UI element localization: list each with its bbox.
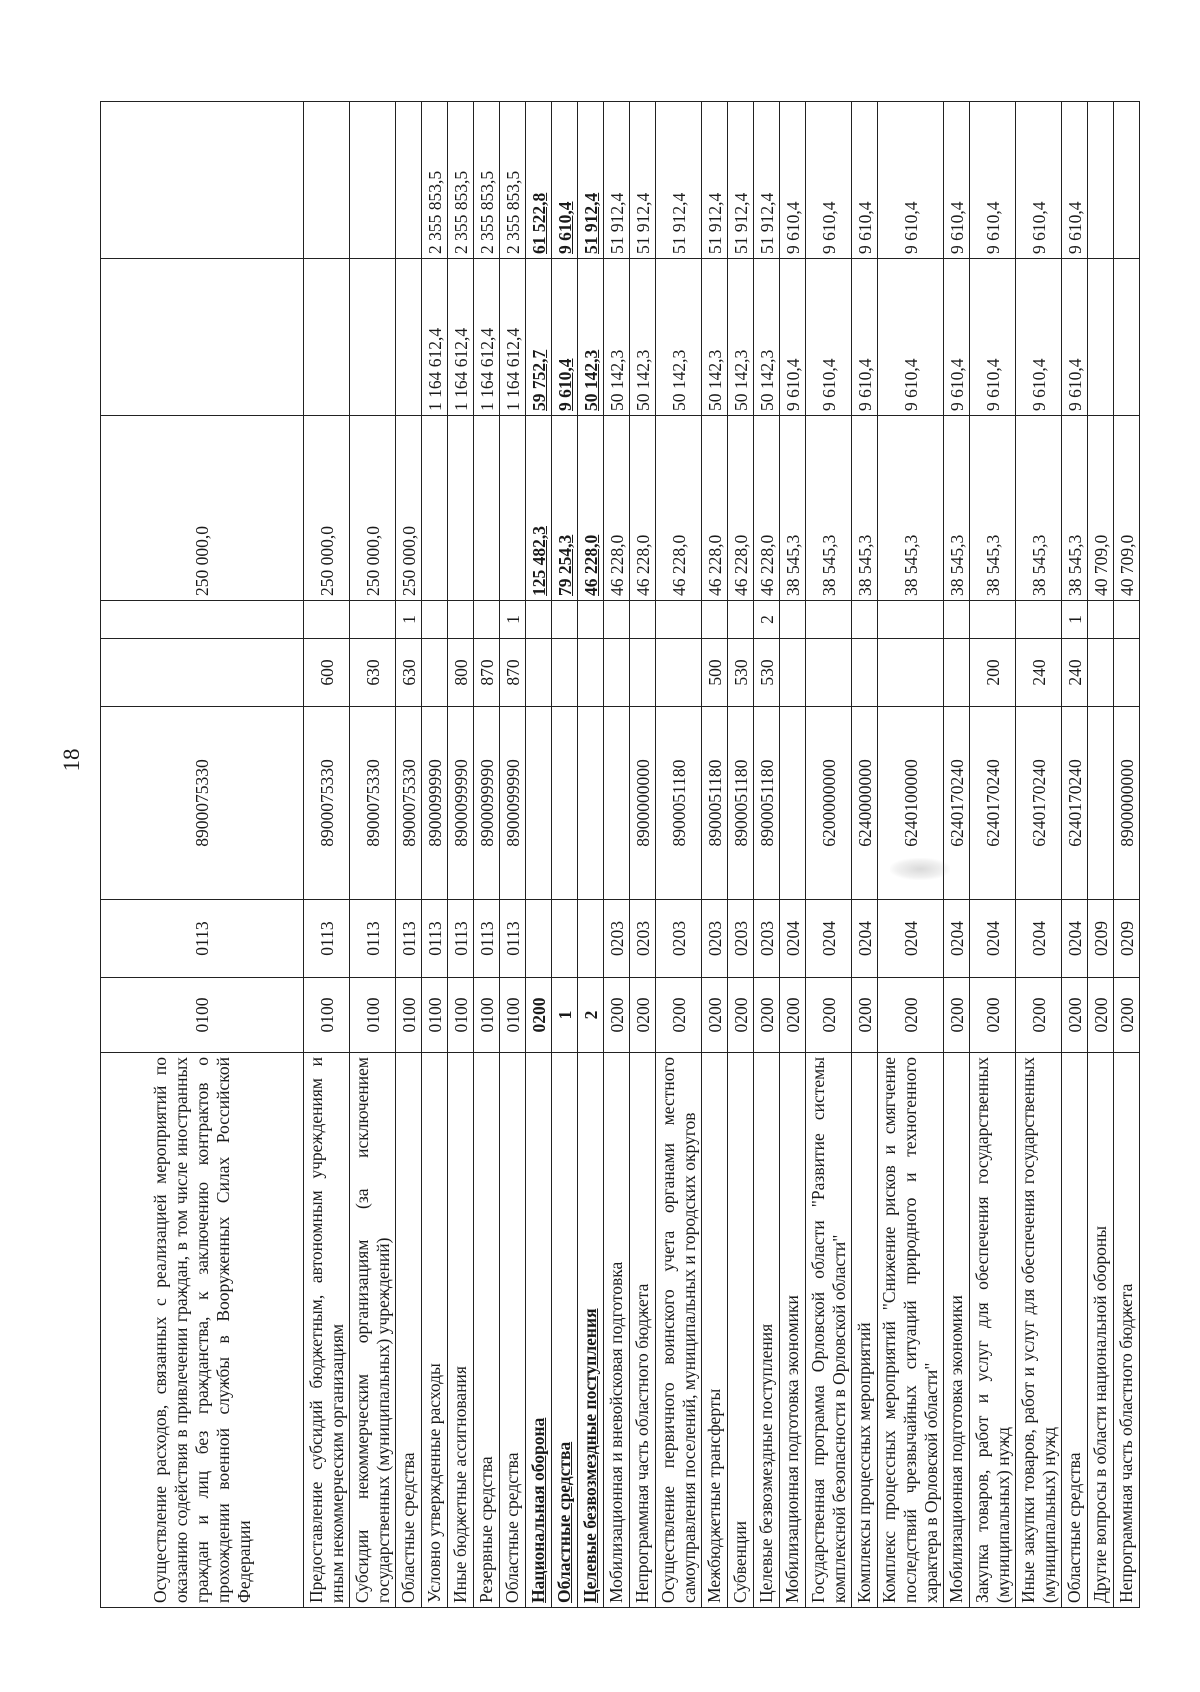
cell-section: 0200 bbox=[780, 978, 806, 1053]
cell-source bbox=[630, 601, 656, 639]
table-row bbox=[728, 102, 754, 1608]
cell-amount-1 bbox=[448, 416, 474, 601]
cell-target-article: 8900051180 bbox=[656, 707, 702, 900]
cell-amount-3: 51 912,4 bbox=[656, 102, 702, 259]
cell-expense-type: 500 bbox=[702, 639, 728, 707]
cell-subsection: 0113 bbox=[500, 900, 526, 978]
cell-source: 1 bbox=[1062, 601, 1088, 639]
cell-section: 0200 bbox=[806, 978, 852, 1053]
cell-section: 0100 bbox=[422, 978, 448, 1053]
cell-amount-3 bbox=[396, 102, 422, 259]
cell-subsection: 0204 bbox=[852, 900, 878, 978]
cell-section: 0200 bbox=[656, 978, 702, 1053]
cell-amount-3: 9 610,4 bbox=[1016, 102, 1062, 259]
table-row bbox=[474, 102, 500, 1608]
cell-section: 0100 bbox=[350, 978, 396, 1053]
cell-amount-2 bbox=[1114, 259, 1140, 416]
cell-amount-2 bbox=[1088, 259, 1114, 416]
cell-name: Целевые безвозмездные поступления bbox=[754, 1053, 780, 1608]
cell-expense-type bbox=[101, 639, 304, 707]
cell-subsection: 0204 bbox=[1016, 900, 1062, 978]
cell-amount-1: 38 545,3 bbox=[970, 416, 1016, 601]
cell-section: 0200 bbox=[630, 978, 656, 1053]
cell-source bbox=[448, 601, 474, 639]
cell-target-article: 8900075330 bbox=[101, 707, 304, 900]
cell-amount-2: 50 142,3 bbox=[578, 259, 604, 416]
cell-source bbox=[878, 601, 944, 639]
table-row bbox=[754, 102, 780, 1608]
cell-name: Межбюджетные трансферты bbox=[702, 1053, 728, 1608]
cell-subsection: 0113 bbox=[101, 900, 304, 978]
cell-amount-1: 46 228,0 bbox=[702, 416, 728, 601]
cell-source bbox=[780, 601, 806, 639]
cell-source: 1 bbox=[396, 601, 422, 639]
cell-section: 0200 bbox=[970, 978, 1016, 1053]
cell-name: Областные средства bbox=[500, 1053, 526, 1608]
cell-name: Комплекс процессных мероприятий "Снижение рисков и смягчение последствий чрезвычайных ситуаций природного и техногенного характера в Орловской области" bbox=[878, 1053, 944, 1608]
cell-amount-2: 50 142,3 bbox=[754, 259, 780, 416]
table-row bbox=[350, 102, 396, 1608]
cell-target-article: 8900099990 bbox=[500, 707, 526, 900]
cell-name: Непрограммная часть областного бюджета bbox=[1114, 1053, 1140, 1608]
cell-section: 0200 bbox=[852, 978, 878, 1053]
cell-subsection: 0113 bbox=[422, 900, 448, 978]
cell-target-article: 8900051180 bbox=[702, 707, 728, 900]
table-row bbox=[500, 102, 526, 1608]
cell-subsection: 0203 bbox=[630, 900, 656, 978]
cell-amount-1 bbox=[474, 416, 500, 601]
cell-amount-3 bbox=[304, 102, 350, 259]
cell-source bbox=[101, 601, 304, 639]
cell-section: 0100 bbox=[101, 978, 304, 1053]
cell-source bbox=[806, 601, 852, 639]
cell-subsection: 0113 bbox=[474, 900, 500, 978]
cell-name: Закупка товаров, работ и услуг для обеспечения государственных (муниципальных) нужд bbox=[970, 1053, 1016, 1608]
cell-expense-type bbox=[422, 639, 448, 707]
cell-name: Государственная программа Орловской области "Развитие системы комплексной безопасности в Орловской области" bbox=[806, 1053, 852, 1608]
cell-name: Другие вопросы в области национальной обороны bbox=[1088, 1053, 1114, 1608]
cell-target-article bbox=[604, 707, 630, 900]
cell-target-article: 6240170240 bbox=[1062, 707, 1088, 900]
cell-source bbox=[656, 601, 702, 639]
cell-source: 2 bbox=[754, 601, 780, 639]
cell-amount-3: 51 912,4 bbox=[728, 102, 754, 259]
cell-target-article: 8900099990 bbox=[448, 707, 474, 900]
cell-amount-1: 38 545,3 bbox=[1062, 416, 1088, 601]
cell-name: Субсидии некоммерческим организациям (за исключением государственных (муниципальных) учреждений) bbox=[350, 1053, 396, 1608]
cell-name: Мобилизационная подготовка экономики bbox=[944, 1053, 970, 1608]
cell-section: 0100 bbox=[448, 978, 474, 1053]
table-row bbox=[656, 102, 702, 1608]
cell-expense-type: 630 bbox=[350, 639, 396, 707]
cell-expense-type bbox=[552, 639, 578, 707]
cell-subsection: 0204 bbox=[780, 900, 806, 978]
cell-amount-3: 2 355 853,5 bbox=[448, 102, 474, 259]
budget-table-rotated bbox=[100, 102, 1137, 1608]
cell-expense-type: 240 bbox=[1016, 639, 1062, 707]
cell-amount-3: 9 610,4 bbox=[944, 102, 970, 259]
cell-section: 0200 bbox=[604, 978, 630, 1053]
cell-amount-1: 46 228,0 bbox=[630, 416, 656, 601]
cell-source bbox=[304, 601, 350, 639]
cell-expense-type: 630 bbox=[396, 639, 422, 707]
cell-amount-3: 9 610,4 bbox=[806, 102, 852, 259]
cell-expense-type bbox=[944, 639, 970, 707]
cell-section: 0200 bbox=[878, 978, 944, 1053]
cell-amount-1: 46 228,0 bbox=[578, 416, 604, 601]
page-number: 18 bbox=[59, 748, 84, 772]
cell-name: Национальная оборона bbox=[526, 1053, 552, 1608]
cell-amount-1: 46 228,0 bbox=[604, 416, 630, 601]
cell-amount-2: 1 164 612,4 bbox=[474, 259, 500, 416]
cell-amount-2: 1 164 612,4 bbox=[422, 259, 448, 416]
table-row bbox=[526, 102, 552, 1608]
cell-name: Предоставление субсидий бюджетным, автономным учреждениям и иным некоммерческим организациям bbox=[304, 1053, 350, 1608]
cell-amount-3: 9 610,4 bbox=[970, 102, 1016, 259]
cell-amount-1: 250 000,0 bbox=[304, 416, 350, 601]
cell-target-article: 6200000000 bbox=[806, 707, 852, 900]
cell-expense-type: 200 bbox=[970, 639, 1016, 707]
cell-amount-3 bbox=[1088, 102, 1114, 259]
cell-target-article: 8900075330 bbox=[396, 707, 422, 900]
table-row bbox=[304, 102, 350, 1608]
cell-target-article: 8900000000 bbox=[630, 707, 656, 900]
cell-subsection bbox=[578, 900, 604, 978]
table-row bbox=[878, 102, 944, 1608]
cell-source bbox=[702, 601, 728, 639]
cell-expense-type: 530 bbox=[728, 639, 754, 707]
cell-amount-2: 50 142,3 bbox=[728, 259, 754, 416]
cell-subsection: 0203 bbox=[754, 900, 780, 978]
cell-name: Областные средства bbox=[396, 1053, 422, 1608]
cell-name: Осуществление первичного воинского учета органами местного самоуправления поселений, муниципальных и городских округов bbox=[656, 1053, 702, 1608]
cell-name: Иные бюджетные ассигнования bbox=[448, 1053, 474, 1608]
cell-expense-type bbox=[1114, 639, 1140, 707]
cell-amount-1: 250 000,0 bbox=[101, 416, 304, 601]
cell-target-article: 6240100000 bbox=[878, 707, 944, 900]
cell-source bbox=[604, 601, 630, 639]
cell-subsection: 0209 bbox=[1088, 900, 1114, 978]
cell-amount-3: 51 912,4 bbox=[578, 102, 604, 259]
cell-source bbox=[944, 601, 970, 639]
table-row bbox=[422, 102, 448, 1608]
cell-subsection: 0113 bbox=[350, 900, 396, 978]
cell-amount-1: 40 709,0 bbox=[1114, 416, 1140, 601]
cell-amount-1: 38 545,3 bbox=[780, 416, 806, 601]
cell-section: 0200 bbox=[944, 978, 970, 1053]
cell-subsection bbox=[552, 900, 578, 978]
cell-source bbox=[578, 601, 604, 639]
cell-expense-type bbox=[780, 639, 806, 707]
cell-subsection bbox=[526, 900, 552, 978]
cell-section: 0200 bbox=[1114, 978, 1140, 1053]
cell-section: 0100 bbox=[500, 978, 526, 1053]
cell-name: Резервные средства bbox=[474, 1053, 500, 1608]
cell-target-article bbox=[578, 707, 604, 900]
table-row bbox=[578, 102, 604, 1608]
cell-section: 0200 bbox=[1016, 978, 1062, 1053]
cell-target-article bbox=[526, 707, 552, 900]
cell-source bbox=[350, 601, 396, 639]
table-row bbox=[702, 102, 728, 1608]
cell-amount-1: 38 545,3 bbox=[806, 416, 852, 601]
cell-target-article: 6240000000 bbox=[852, 707, 878, 900]
cell-subsection: 0204 bbox=[944, 900, 970, 978]
cell-section: 0200 bbox=[728, 978, 754, 1053]
cell-name: Условно утвержденные расходы bbox=[422, 1053, 448, 1608]
table-row bbox=[1016, 102, 1062, 1608]
cell-name: Областные средства bbox=[1062, 1053, 1088, 1608]
cell-amount-1: 46 228,0 bbox=[728, 416, 754, 601]
cell-expense-type bbox=[806, 639, 852, 707]
cell-amount-1: 38 545,3 bbox=[1016, 416, 1062, 601]
cell-target-article: 6240170240 bbox=[970, 707, 1016, 900]
cell-amount-2: 50 142,3 bbox=[604, 259, 630, 416]
cell-amount-3 bbox=[350, 102, 396, 259]
cell-expense-type bbox=[578, 639, 604, 707]
cell-source bbox=[728, 601, 754, 639]
cell-subsection: 0113 bbox=[448, 900, 474, 978]
cell-amount-2: 9 610,4 bbox=[852, 259, 878, 416]
cell-subsection: 0203 bbox=[702, 900, 728, 978]
table-row bbox=[1088, 102, 1114, 1608]
cell-expense-type: 870 bbox=[500, 639, 526, 707]
table-row bbox=[780, 102, 806, 1608]
cell-amount-1: 38 545,3 bbox=[852, 416, 878, 601]
cell-amount-2 bbox=[101, 259, 304, 416]
cell-subsection: 0209 bbox=[1114, 900, 1140, 978]
cell-name: Комплексы процессных мероприятий bbox=[852, 1053, 878, 1608]
cell-target-article: 8900051180 bbox=[728, 707, 754, 900]
table-row bbox=[1062, 102, 1088, 1608]
cell-subsection: 0204 bbox=[878, 900, 944, 978]
cell-expense-type bbox=[878, 639, 944, 707]
cell-source bbox=[1114, 601, 1140, 639]
cell-amount-2: 1 164 612,4 bbox=[500, 259, 526, 416]
cell-amount-1: 250 000,0 bbox=[350, 416, 396, 601]
cell-name: Субвенции bbox=[728, 1053, 754, 1608]
budget-table bbox=[100, 101, 1140, 1608]
cell-section: 0100 bbox=[396, 978, 422, 1053]
cell-amount-2: 50 142,3 bbox=[630, 259, 656, 416]
table-row bbox=[852, 102, 878, 1608]
table-row bbox=[1114, 102, 1140, 1608]
table-row bbox=[630, 102, 656, 1608]
cell-source bbox=[552, 601, 578, 639]
cell-amount-1 bbox=[422, 416, 448, 601]
cell-section: 0200 bbox=[702, 978, 728, 1053]
cell-amount-3: 2 355 853,5 bbox=[422, 102, 448, 259]
cell-amount-3: 2 355 853,5 bbox=[474, 102, 500, 259]
cell-amount-2: 9 610,4 bbox=[878, 259, 944, 416]
table-row bbox=[101, 102, 304, 1608]
table-row bbox=[396, 102, 422, 1608]
cell-amount-3: 2 355 853,5 bbox=[500, 102, 526, 259]
cell-subsection: 0203 bbox=[656, 900, 702, 978]
table-row bbox=[806, 102, 852, 1608]
cell-amount-2 bbox=[396, 259, 422, 416]
cell-amount-2: 59 752,7 bbox=[526, 259, 552, 416]
cell-source bbox=[422, 601, 448, 639]
cell-target-article: 8900099990 bbox=[422, 707, 448, 900]
table-row bbox=[552, 102, 578, 1608]
cell-expense-type: 800 bbox=[448, 639, 474, 707]
cell-amount-2: 1 164 612,4 bbox=[448, 259, 474, 416]
cell-expense-type: 240 bbox=[1062, 639, 1088, 707]
cell-amount-3 bbox=[101, 102, 304, 259]
cell-section: 0200 bbox=[526, 978, 552, 1053]
cell-amount-2: 9 610,4 bbox=[1016, 259, 1062, 416]
cell-amount-2: 9 610,4 bbox=[552, 259, 578, 416]
cell-source bbox=[1016, 601, 1062, 639]
cell-expense-type bbox=[852, 639, 878, 707]
cell-name: Иные закупки товаров, работ и услуг для обеспечения государственных (муниципальных) нужд bbox=[1016, 1053, 1062, 1608]
cell-name: Мобилизационная и вневойсковая подготовка bbox=[604, 1053, 630, 1608]
cell-amount-2: 50 142,3 bbox=[702, 259, 728, 416]
cell-name: Областные средства bbox=[552, 1053, 578, 1608]
table-row bbox=[944, 102, 970, 1608]
cell-source bbox=[474, 601, 500, 639]
cell-amount-3: 61 522,8 bbox=[526, 102, 552, 259]
table-row bbox=[604, 102, 630, 1608]
cell-target-article: 8900000000 bbox=[1114, 707, 1140, 900]
cell-section: 2 bbox=[578, 978, 604, 1053]
table-row bbox=[448, 102, 474, 1608]
cell-amount-3: 51 912,4 bbox=[630, 102, 656, 259]
cell-expense-type bbox=[604, 639, 630, 707]
cell-name: Осуществление расходов, связанных с реализацией мероприятий по оказанию содействия в привлечении граждан, в том числе иностранных граждан и лиц без гражданства, к заключению контрактов о прохождении военной службы в Вооруженных Силах Российской Федерации bbox=[101, 1053, 304, 1608]
cell-subsection: 0204 bbox=[1062, 900, 1088, 978]
cell-source bbox=[1088, 601, 1114, 639]
cell-amount-1: 46 228,0 bbox=[754, 416, 780, 601]
cell-name: Мобилизационная подготовка экономики bbox=[780, 1053, 806, 1608]
cell-source bbox=[970, 601, 1016, 639]
cell-section: 0100 bbox=[474, 978, 500, 1053]
cell-amount-3 bbox=[1114, 102, 1140, 259]
cell-expense-type: 870 bbox=[474, 639, 500, 707]
cell-amount-1: 38 545,3 bbox=[944, 416, 970, 601]
cell-name: Целевые безвозмездные поступления bbox=[578, 1053, 604, 1608]
cell-subsection: 0113 bbox=[396, 900, 422, 978]
cell-source bbox=[526, 601, 552, 639]
cell-expense-type bbox=[1088, 639, 1114, 707]
cell-amount-2 bbox=[350, 259, 396, 416]
cell-target-article bbox=[552, 707, 578, 900]
cell-amount-3: 51 912,4 bbox=[754, 102, 780, 259]
cell-expense-type: 530 bbox=[754, 639, 780, 707]
cell-name: Непрограммная часть областного бюджета bbox=[630, 1053, 656, 1608]
cell-amount-1: 46 228,0 bbox=[656, 416, 702, 601]
cell-amount-1: 38 545,3 bbox=[878, 416, 944, 601]
cell-section: 1 bbox=[552, 978, 578, 1053]
cell-target-article: 6240170240 bbox=[944, 707, 970, 900]
cell-amount-3: 9 610,4 bbox=[780, 102, 806, 259]
cell-amount-3: 9 610,4 bbox=[878, 102, 944, 259]
cell-amount-2: 50 142,3 bbox=[656, 259, 702, 416]
cell-subsection: 0113 bbox=[304, 900, 350, 978]
cell-expense-type bbox=[656, 639, 702, 707]
cell-amount-3: 9 610,4 bbox=[1062, 102, 1088, 259]
cell-target-article: 8900051180 bbox=[754, 707, 780, 900]
cell-subsection: 0203 bbox=[604, 900, 630, 978]
cell-amount-3: 51 912,4 bbox=[604, 102, 630, 259]
cell-section: 0200 bbox=[1062, 978, 1088, 1053]
cell-target-article bbox=[1088, 707, 1114, 900]
cell-amount-1: 40 709,0 bbox=[1088, 416, 1114, 601]
cell-amount-2: 9 610,4 bbox=[970, 259, 1016, 416]
cell-subsection: 0204 bbox=[970, 900, 1016, 978]
budget-table-body bbox=[101, 102, 1140, 1608]
cell-amount-1: 125 482,3 bbox=[526, 416, 552, 601]
table-row bbox=[970, 102, 1016, 1608]
cell-amount-2: 9 610,4 bbox=[780, 259, 806, 416]
cell-expense-type bbox=[526, 639, 552, 707]
cell-section: 0200 bbox=[1088, 978, 1114, 1053]
cell-source: 1 bbox=[500, 601, 526, 639]
cell-amount-3: 9 610,4 bbox=[552, 102, 578, 259]
cell-amount-2: 9 610,4 bbox=[1062, 259, 1088, 416]
cell-target-article: 8900075330 bbox=[350, 707, 396, 900]
cell-amount-2 bbox=[304, 259, 350, 416]
cell-amount-1: 250 000,0 bbox=[396, 416, 422, 601]
cell-target-article: 8900075330 bbox=[304, 707, 350, 900]
cell-expense-type: 600 bbox=[304, 639, 350, 707]
cell-amount-3: 51 912,4 bbox=[702, 102, 728, 259]
cell-amount-1: 79 254,3 bbox=[552, 416, 578, 601]
cell-amount-1 bbox=[500, 416, 526, 601]
cell-section: 0200 bbox=[754, 978, 780, 1053]
cell-amount-2: 9 610,4 bbox=[944, 259, 970, 416]
cell-section: 0100 bbox=[304, 978, 350, 1053]
cell-amount-2: 9 610,4 bbox=[806, 259, 852, 416]
cell-source bbox=[852, 601, 878, 639]
cell-target-article: 8900099990 bbox=[474, 707, 500, 900]
cell-expense-type bbox=[630, 639, 656, 707]
cell-subsection: 0204 bbox=[806, 900, 852, 978]
cell-subsection: 0203 bbox=[728, 900, 754, 978]
budget-table-area bbox=[100, 102, 1137, 1608]
cell-target-article bbox=[780, 707, 806, 900]
cell-amount-3: 9 610,4 bbox=[852, 102, 878, 259]
cell-target-article: 6240170240 bbox=[1016, 707, 1062, 900]
